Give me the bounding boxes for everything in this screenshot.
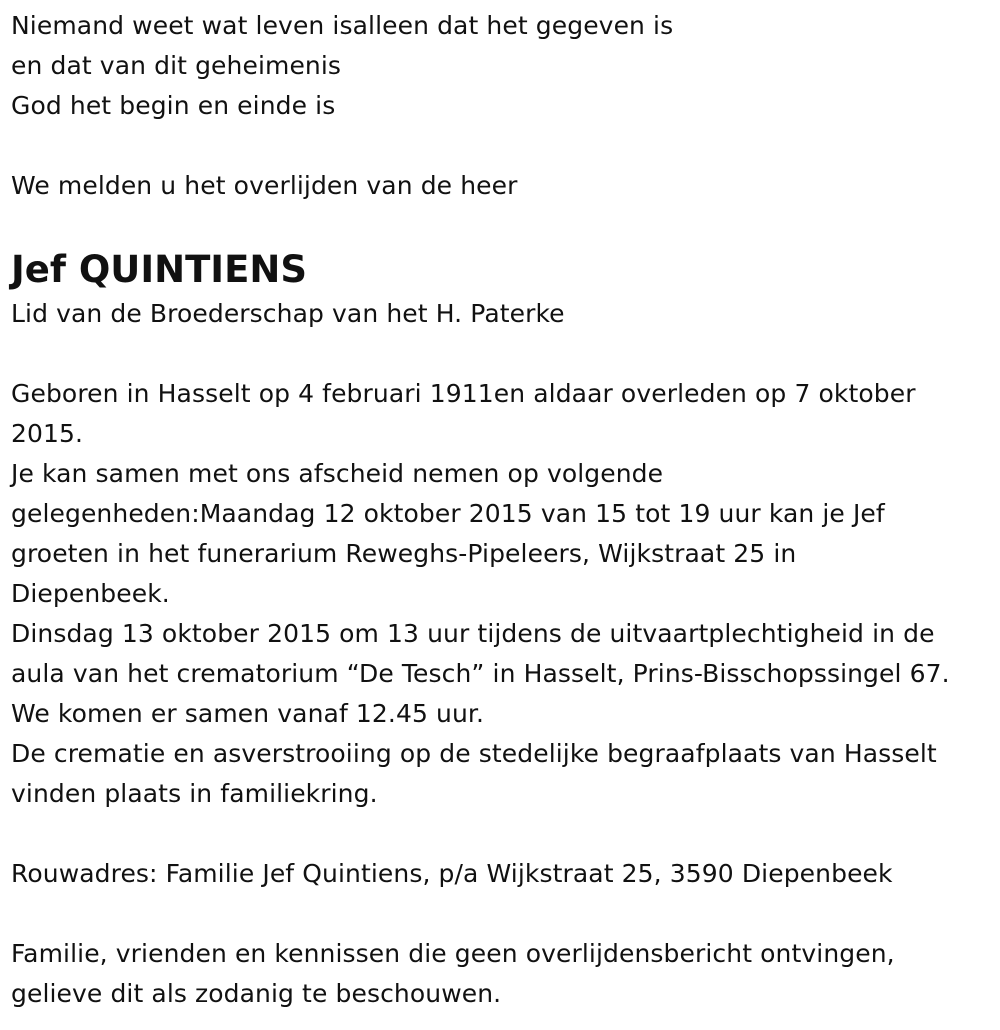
- closing-line-2: gelieve dit als zodanig te beschouwen.: [11, 979, 502, 1008]
- closing-line-1: Familie, vrienden en kennissen die geen overlijdensbericht ontvingen,: [11, 939, 895, 968]
- body-line: vinden plaats in familiekring.: [11, 779, 378, 808]
- spacer: [11, 206, 996, 246]
- announcement: We melden u het overlijden van de heer: [11, 171, 518, 200]
- spacer: [11, 334, 996, 374]
- body-line: groeten in het funerarium Reweghs-Pipeleers, Wijkstraat 25 in: [11, 539, 797, 568]
- mourning-address: Rouwadres: Familie Jef Quintiens, p/a Wijkstraat 25, 3590 Diepenbeek: [11, 859, 893, 888]
- body-line: aula van het crematorium “De Tesch” in Hasselt, Prins-Bisschopssingel 67.: [11, 659, 950, 688]
- body-line: gelegenheden:Maandag 12 oktober 2015 van 15 tot 19 uur kan je Jef: [11, 499, 885, 528]
- body-line: Je kan samen met ons afscheid nemen op volgende: [11, 459, 664, 488]
- spacer: [11, 894, 996, 934]
- body-line: De crematie en asverstrooiing op de stedelijke begraafplaats van Hasselt: [11, 739, 937, 768]
- obituary-text: [11, 6, 996, 1014]
- spacer: [11, 126, 996, 166]
- spacer: [11, 814, 996, 854]
- body-line: Diepenbeek.: [11, 579, 170, 608]
- body-line: We komen er samen vanaf 12.45 uur.: [11, 699, 485, 728]
- deceased-role: Lid van de Broederschap van het H. Paterke: [11, 299, 565, 328]
- body-line: Dinsdag 13 oktober 2015 om 13 uur tijdens de uitvaartplechtigheid in de: [11, 619, 935, 648]
- body-line: 2015.: [11, 419, 84, 448]
- deceased-name: Jef QUINTIENS: [11, 248, 307, 291]
- poem-line-3: God het begin en einde is: [11, 91, 336, 120]
- poem-line-2: en dat van dit geheimenis: [11, 51, 342, 80]
- body-line: Geboren in Hasselt op 4 februari 1911en aldaar overleden op 7 oktober: [11, 379, 916, 408]
- poem-line-1: Niemand weet wat leven isalleen dat het gegeven is: [11, 11, 674, 40]
